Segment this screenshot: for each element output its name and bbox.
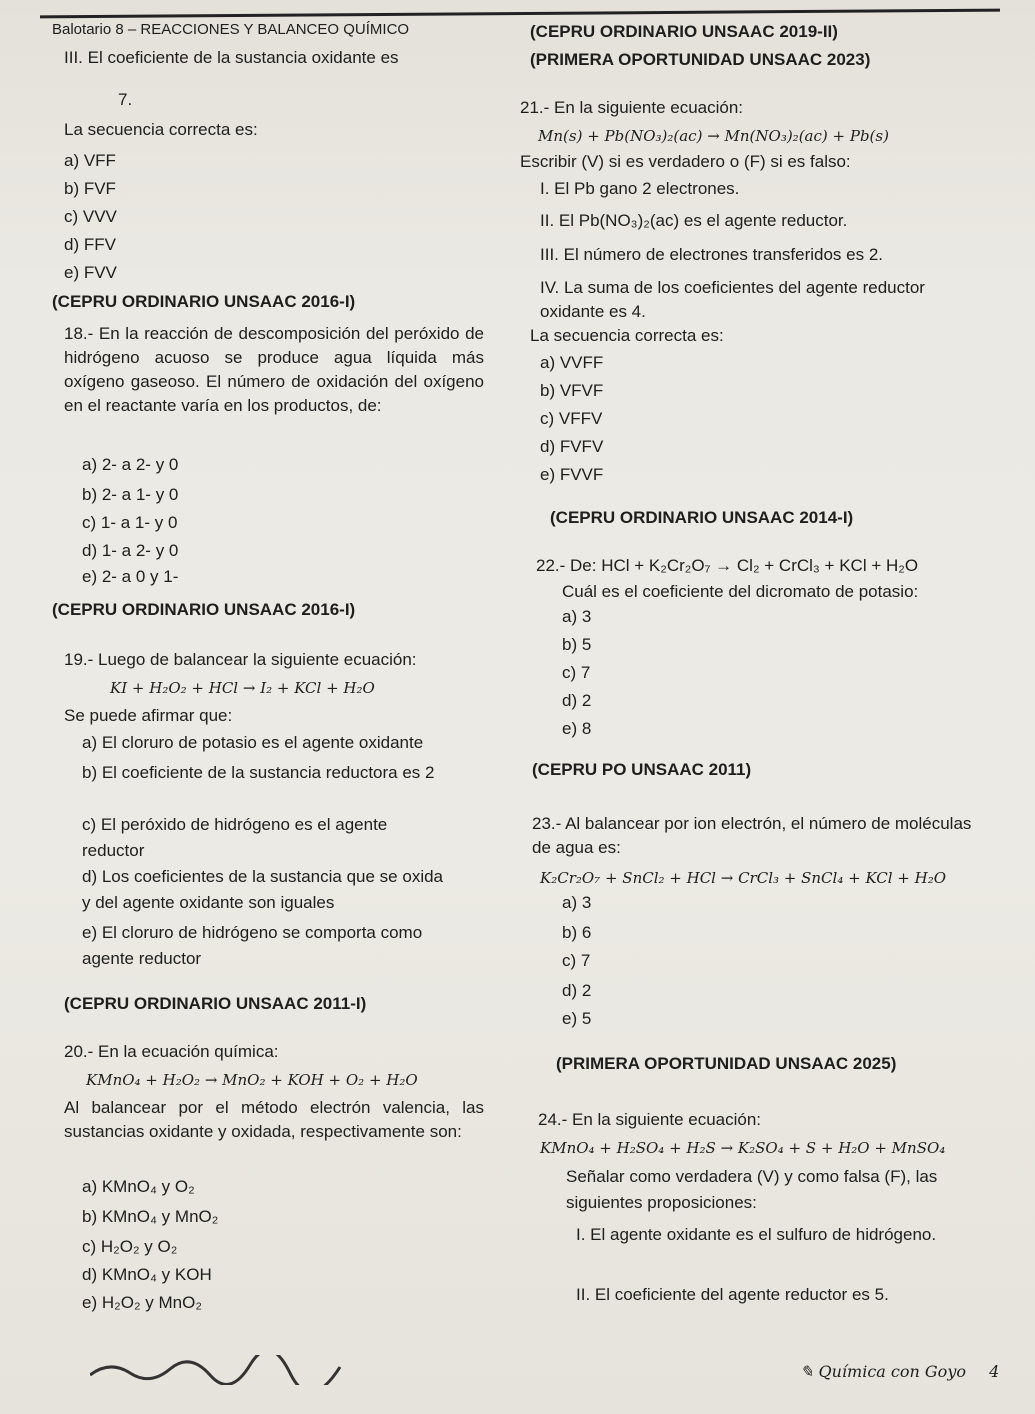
q18-option-b: b) 2- a 1- y 0 bbox=[82, 485, 179, 504]
q19-option-a: a) El cloruro de potasio es el agente oxidante bbox=[82, 733, 424, 752]
top-rule bbox=[40, 9, 1000, 19]
q21-option-c: c) VFFV bbox=[540, 409, 603, 428]
q22-option-e: e) 8 bbox=[562, 719, 592, 738]
seq-option-d: d) FFV bbox=[64, 235, 116, 254]
question-24: 24.- En la siguiente ecuación: bbox=[538, 1110, 762, 1129]
footer bbox=[800, 1362, 999, 1381]
source-label: (CEPRU PO UNSAAC 2011) bbox=[532, 760, 752, 779]
q21-option-a: a) VVFF bbox=[540, 353, 604, 372]
item-iii-value: 7. bbox=[118, 90, 133, 109]
q23-option-e: e) 5 bbox=[562, 1009, 592, 1028]
sequence-label: La secuencia correcta es: bbox=[64, 120, 258, 139]
seq-option-a: a) VFF bbox=[64, 151, 116, 170]
question-20: 20.- En la ecuación química: bbox=[64, 1042, 279, 1061]
q21-option-d: d) FVFV bbox=[540, 437, 604, 456]
seq-option-b: b) FVF bbox=[64, 179, 116, 198]
footer-label: Química con Goyo bbox=[818, 1362, 966, 1381]
q22-text: Cuál es el coeficiente del dicromato de potasio: bbox=[562, 582, 919, 601]
question-23: 23.- Al balancear por ion electrón, el número de moléculas de agua es: bbox=[532, 814, 972, 857]
q24-item-i: I. El agente oxidante es el sulfuro de hidrógeno. bbox=[576, 1225, 937, 1244]
q20-option-d: d) KMnO₄ y KOH bbox=[82, 1265, 212, 1284]
q19-lead: Se puede afirmar que: bbox=[64, 706, 233, 725]
q20-text: Al balancear por el método electrón valencia, las sustancias oxidante y oxidada, respectivamente son: bbox=[64, 1098, 484, 1141]
q21-equation: Mn(s) + Pb(NO₃)₂(ac) → Mn(NO₃)₂(ac) + Pb(s) bbox=[538, 127, 889, 145]
q22-option-b: b) 5 bbox=[562, 635, 592, 654]
q21-item-ii: II. El Pb(NO₃)₂(ac) es el agente reductor. bbox=[540, 211, 848, 230]
q20-option-b: b) KMnO₄ y MnO₂ bbox=[82, 1207, 219, 1226]
question-19: 19.- Luego de balancear la siguiente ecuación: bbox=[64, 650, 417, 669]
q21-option-e: e) FVVF bbox=[540, 465, 604, 484]
page-number: 4 bbox=[989, 1362, 1000, 1381]
source-label: (CEPRU ORDINARIO UNSAAC 2016-I) bbox=[52, 600, 356, 619]
item-iii: III. El coeficiente de la sustancia oxidante es bbox=[64, 48, 399, 67]
q23-option-a: a) 3 bbox=[562, 893, 592, 912]
pen-icon: ✎ bbox=[800, 1362, 814, 1381]
q21-item-i: I. El Pb gano 2 electrones. bbox=[540, 179, 740, 198]
source-label: (CEPRU ORDINARIO UNSAAC 2011-I) bbox=[64, 994, 367, 1013]
q20-option-a: a) KMnO₄ y O₂ bbox=[82, 1177, 195, 1196]
q24-text: Señalar como verdadera (V) y como falsa (F), las siguientes proposiciones: bbox=[566, 1167, 938, 1212]
top-header: Balotario 8 – REACCIONES Y BALANCEO QUÍMICO bbox=[52, 21, 410, 38]
q21-item-iii: III. El número de electrones transferidos es 2. bbox=[540, 245, 884, 264]
source-label: (CEPRU ORDINARIO UNSAAC 2014-I) bbox=[550, 508, 854, 527]
question-22: 22.- De: HCl + K₂Cr₂O₇ → Cl₂ + CrCl₃ + KCl + H₂O bbox=[536, 556, 919, 575]
q22-option-c: c) 7 bbox=[562, 663, 591, 682]
handwriting-scribble bbox=[90, 1355, 350, 1385]
q18-option-c: c) 1- a 1- y 0 bbox=[82, 513, 178, 532]
q18-option-e: e) 2- a 0 y 1- bbox=[82, 567, 179, 586]
seq-option-e: e) FVV bbox=[64, 263, 117, 282]
source-label: (CEPRU ORDINARIO UNSAAC 2019-II) bbox=[530, 22, 838, 41]
q21-sequence-label: La secuencia correcta es: bbox=[530, 326, 724, 345]
q23-equation: K₂Cr₂O₇ + SnCl₂ + HCl → CrCl₃ + SnCl₄ + KCl + H₂O bbox=[540, 869, 947, 887]
q19-equation: KI + H₂O₂ + HCl → I₂ + KCl + H₂O bbox=[110, 679, 375, 697]
source-label: (PRIMERA OPORTUNIDAD UNSAAC 2023) bbox=[530, 50, 871, 69]
q21-item-iv: IV. La suma de los coeficientes del agente reductor oxidante es 4. bbox=[540, 278, 925, 321]
q24-item-ii: II. El coeficiente del agente reductor es 5. bbox=[576, 1285, 889, 1304]
q24-equation: KMnO₄ + H₂SO₄ + H₂S → K₂SO₄ + S + H₂O + MnSO₄ bbox=[540, 1139, 946, 1157]
source-label: (PRIMERA OPORTUNIDAD UNSAAC 2025) bbox=[556, 1054, 897, 1073]
q20-option-e: e) H₂O₂ y MnO₂ bbox=[82, 1293, 202, 1312]
q18-option-a: a) 2- a 2- y 0 bbox=[82, 455, 179, 474]
q20-option-c: c) H₂O₂ y O₂ bbox=[82, 1237, 178, 1256]
q19-option-d: d) Los coeficientes de la sustancia que se oxida y del agente oxidante son iguales bbox=[82, 867, 444, 912]
q21-lead: Escribir (V) si es verdadero o (F) si es falso: bbox=[520, 152, 851, 171]
question-21: 21.- En la siguiente ecuación: bbox=[520, 98, 744, 117]
source-label: (CEPRU ORDINARIO UNSAAC 2016-I) bbox=[52, 292, 356, 311]
q20-equation: KMnO₄ + H₂O₂ → MnO₂ + KOH + O₂ + H₂O bbox=[86, 1071, 418, 1089]
q19-option-b: b) El coeficiente de la sustancia reductora es 2 bbox=[82, 763, 435, 782]
q22-option-d: d) 2 bbox=[562, 691, 592, 710]
q19-option-e: e) El cloruro de hidrógeno se comporta como agente reductor bbox=[82, 923, 423, 968]
q23-option-d: d) 2 bbox=[562, 981, 592, 1000]
question-18: 18.- En la reacción de descomposición del peróxido de hidrógeno acuoso se produce agua líquida más oxígeno gaseoso. El número de oxidación del oxígeno en el reactante varía en los productos, de: bbox=[64, 324, 484, 415]
q21-option-b: b) VFVF bbox=[540, 381, 604, 400]
seq-option-c: c) VVV bbox=[64, 207, 117, 226]
q23-option-b: b) 6 bbox=[562, 923, 592, 942]
q22-option-a: a) 3 bbox=[562, 607, 592, 626]
q23-option-c: c) 7 bbox=[562, 951, 591, 970]
q19-option-c: c) El peróxido de hidrógeno es el agente reductor bbox=[82, 815, 388, 860]
q18-option-d: d) 1- a 2- y 0 bbox=[82, 541, 179, 560]
